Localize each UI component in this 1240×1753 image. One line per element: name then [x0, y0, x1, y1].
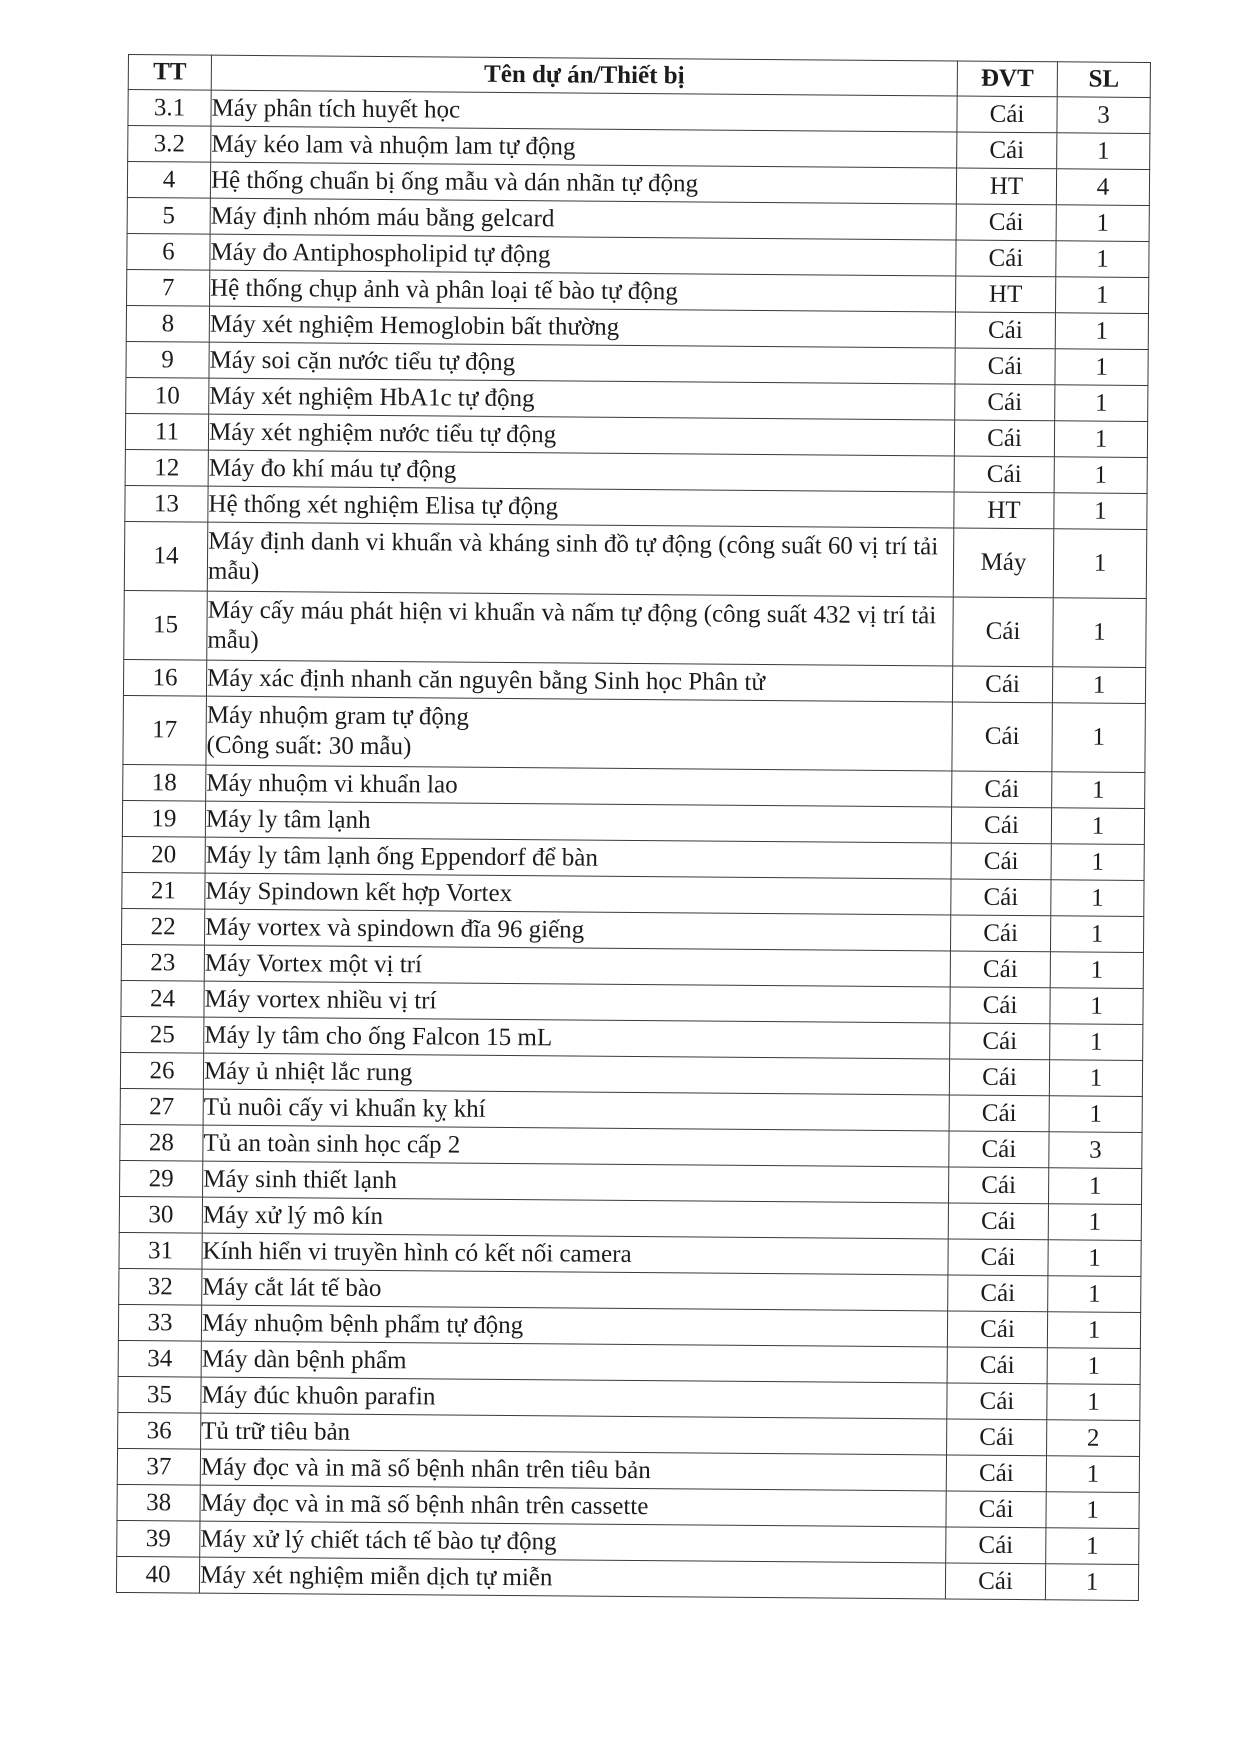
equipment-name: Máy Vortex một vị trí	[204, 949, 423, 978]
row-number: 32	[119, 1268, 202, 1305]
equipment-name: Máy phân tích huyết học	[211, 94, 461, 124]
equipment-name-cell	[206, 660, 952, 702]
quantity-cell: 1	[1053, 529, 1147, 599]
equipment-name: Hệ thống chuẩn bị ống mẫu và dán nhãn tự động	[210, 166, 699, 197]
equipment-name-cell	[205, 909, 951, 951]
equipment-table	[116, 54, 1151, 1601]
unit-cell: Máy	[953, 528, 1054, 598]
equipment-name: Kính hiển vi truyền hình có kết nối camera	[202, 1237, 632, 1268]
unit-cell: Cái	[952, 666, 1052, 703]
row-number: 12	[125, 449, 208, 486]
equipment-name-cell	[211, 90, 957, 132]
unit-cell: Cái	[950, 987, 1050, 1024]
equipment-name-cell	[200, 1521, 946, 1563]
equipment-name: Hệ thống chụp ảnh và phân loại tế bào tự động	[210, 274, 678, 305]
unit-cell: Cái	[947, 1347, 1047, 1384]
quantity-cell: 1	[1047, 1384, 1140, 1421]
row-number: 9	[126, 341, 209, 378]
unit-cell: Cái	[945, 1563, 1045, 1600]
unit-cell: Cái	[949, 1095, 1049, 1132]
equipment-name-cell	[201, 1413, 947, 1455]
equipment-name-cell	[207, 522, 954, 597]
header-qty: SL	[1057, 62, 1150, 98]
quantity-cell: 1	[1050, 1024, 1143, 1061]
equipment-name: Máy đo khí máu tự động	[208, 454, 457, 484]
quantity-cell: 1	[1050, 988, 1143, 1025]
unit-cell: Cái	[947, 1383, 1047, 1420]
row-number: 37	[117, 1448, 200, 1485]
equipment-name-cell	[203, 1125, 949, 1167]
row-number: 5	[127, 197, 210, 234]
unit-cell: Cái	[956, 240, 1056, 277]
quantity-cell: 1	[1050, 916, 1143, 953]
quantity-cell: 1	[1056, 241, 1149, 278]
equipment-name: Máy xét nghiệm Hemoglobin bất thường	[209, 310, 620, 341]
row-number: 3.2	[128, 126, 211, 163]
unit-cell: Cái	[950, 915, 1050, 952]
row-number: 6	[127, 233, 210, 270]
table-row	[124, 590, 1147, 667]
unit-cell: Cái	[952, 702, 1053, 772]
equipment-name-cell	[203, 1089, 949, 1131]
quantity-cell: 4	[1056, 169, 1149, 206]
equipment-name: Tủ nuôi cấy vi khuẩn kỵ khí	[203, 1093, 486, 1123]
equipment-name-cell	[205, 837, 951, 879]
equipment-name: Máy vortex và spindown đĩa 96 giếng	[205, 913, 585, 944]
row-number: 11	[125, 413, 208, 450]
quantity-cell: 1	[1047, 1348, 1140, 1385]
row-number: 22	[122, 908, 205, 945]
quantity-cell: 1	[1052, 703, 1146, 773]
row-number: 28	[120, 1124, 203, 1161]
quantity-cell: 1	[1048, 1204, 1141, 1241]
equipment-name: Tủ trữ tiêu bản	[201, 1417, 351, 1446]
row-number: 30	[119, 1196, 202, 1233]
unit-cell: Cái	[948, 1203, 1048, 1240]
equipment-name-cell	[209, 378, 955, 420]
unit-cell: Cái	[951, 807, 1051, 844]
equipment-name-cell	[203, 1053, 949, 1095]
equipment-name: Máy dàn bệnh phẩm	[201, 1345, 407, 1374]
equipment-name: Máy đo Antiphospholipid tự động	[210, 238, 551, 268]
quantity-cell: 1	[1046, 1528, 1139, 1565]
equipment-name-cell	[199, 1557, 945, 1599]
unit-cell: Cái	[947, 1311, 1047, 1348]
table-row	[116, 1556, 1138, 1600]
row-number: 7	[127, 269, 210, 306]
unit-cell: Cái	[952, 771, 1052, 808]
equipment-name: Máy nhuộm vi khuẩn lao	[206, 769, 458, 799]
quantity-cell: 1	[1048, 1240, 1141, 1277]
equipment-name-cell	[206, 765, 952, 807]
unit-cell: Cái	[956, 204, 1056, 241]
row-number: 8	[126, 305, 209, 342]
unit-cell: Cái	[951, 879, 1051, 916]
equipment-name-cell	[204, 981, 950, 1023]
unit-cell: Cái	[951, 843, 1051, 880]
unit-cell: Cái	[946, 1527, 1046, 1564]
equipment-name-cell	[210, 162, 956, 204]
row-number: 15	[124, 590, 208, 660]
row-number: 29	[120, 1160, 203, 1197]
row-number: 10	[126, 377, 209, 414]
unit-cell: Cái	[955, 384, 1055, 421]
equipment-name: Máy định nhóm máu bằng gelcard	[210, 202, 555, 232]
quantity-cell: 1	[1046, 1456, 1139, 1493]
equipment-name: Máy xét nghiệm miễn dịch tự miễn	[199, 1561, 553, 1591]
equipment-name-cell	[202, 1269, 948, 1311]
unit-cell: Cái	[946, 1455, 1046, 1492]
header-tt: TT	[128, 55, 211, 91]
equipment-name: Máy ủ nhiệt lắc rung	[203, 1057, 413, 1086]
equipment-name-cell	[204, 945, 950, 987]
equipment-name: Máy sinh thiết lạnh	[203, 1165, 398, 1194]
row-number: 19	[122, 800, 205, 837]
quantity-cell: 1	[1055, 277, 1148, 314]
row-number: 33	[118, 1304, 201, 1341]
equipment-name-cell	[210, 234, 956, 276]
table-row	[124, 521, 1147, 598]
unit-cell: Cái	[948, 1275, 1048, 1312]
unit-cell: Cái	[953, 597, 1054, 667]
row-number: 27	[120, 1088, 203, 1125]
equipment-name: Máy ly tâm cho ống Falcon 15 mL	[204, 1021, 553, 1051]
equipment-name: Máy đúc khuôn parafin	[201, 1381, 436, 1410]
quantity-cell: 2	[1047, 1420, 1140, 1457]
equipment-name: Máy soi cặn nước tiểu tự động	[209, 346, 516, 376]
equipment-name-cell	[200, 1449, 946, 1491]
equipment-name: Máy ly tâm lạnh	[205, 805, 371, 834]
row-number: 35	[118, 1376, 201, 1413]
quantity-cell: 3	[1049, 1132, 1142, 1169]
quantity-cell: 1	[1055, 349, 1148, 386]
equipment-name: Máy nhuộm gram tự động	[206, 701, 470, 731]
unit-cell: Cái	[955, 348, 1055, 385]
row-number: 39	[117, 1520, 200, 1557]
equipment-name: Máy xét nghiệm nước tiểu tự động	[208, 418, 557, 448]
equipment-name: Máy cắt lát tế bào	[202, 1273, 382, 1302]
unit-cell: Cái	[957, 96, 1057, 133]
unit-cell: Cái	[949, 1167, 1049, 1204]
quantity-cell: 1	[1048, 1276, 1141, 1313]
equipment-name: Máy đọc và in mã số bệnh nhân trên tiêu bản	[200, 1453, 651, 1484]
equipment-name: Máy xử lý mô kín	[202, 1201, 384, 1230]
quantity-cell: 1	[1054, 493, 1147, 530]
equipment-name: Máy xét nghiệm HbA1c tự động	[209, 382, 535, 412]
quantity-cell: 1	[1056, 205, 1149, 242]
row-number: 21	[122, 872, 205, 909]
equipment-name: Máy kéo lam và nhuộm lam tự động	[211, 130, 576, 161]
unit-cell: Cái	[947, 1419, 1047, 1456]
row-number: 31	[119, 1232, 202, 1269]
equipment-name: Máy xác định nhanh căn nguyên bằng Sinh học Phân tử	[206, 664, 766, 696]
header-unit: ĐVT	[957, 61, 1057, 97]
unit-cell: Cái	[950, 1023, 1050, 1060]
equipment-name-cell	[205, 873, 951, 915]
equipment-name-cell	[208, 450, 954, 492]
equipment-name: Máy định danh vi khuẩn và kháng sinh đồ tự động (công suất 60 vị trí tải mẫu)	[207, 527, 939, 586]
unit-cell: HT	[956, 168, 1056, 205]
quantity-cell: 1	[1053, 598, 1147, 668]
quantity-cell: 1	[1055, 313, 1148, 350]
equipment-name-cell	[204, 1017, 950, 1059]
equipment-name: Máy xử lý chiết tách tế bào tự động	[200, 1525, 557, 1555]
unit-cell: Cái	[946, 1491, 1046, 1528]
equipment-name-cell	[201, 1377, 947, 1419]
row-number: 3.1	[128, 90, 211, 127]
equipment-name-cell	[210, 270, 956, 312]
equipment-name: Máy cấy máu phát hiện vi khuẩn và nấm tự động (công suất 432 vị trí tải mẫu)	[207, 596, 937, 655]
equipment-name: Hệ thống xét nghiệm Elisa tự động	[208, 490, 559, 520]
unit-cell: Cái	[949, 1131, 1049, 1168]
unit-cell: Cái	[948, 1239, 1048, 1276]
equipment-name-cell	[200, 1485, 946, 1527]
equipment-name: Máy vortex nhiều vị trí	[204, 985, 437, 1014]
unit-cell: Cái	[957, 132, 1057, 169]
equipment-name: Máy ly tâm lạnh ống Eppendorf để bàn	[205, 841, 599, 872]
row-number: 18	[123, 764, 206, 801]
equipment-name-cell	[205, 801, 951, 843]
quantity-cell: 3	[1057, 97, 1150, 134]
unit-cell: Cái	[955, 312, 1055, 349]
quantity-cell: 1	[1048, 1168, 1141, 1205]
equipment-name-cell	[209, 306, 955, 348]
quantity-cell: 1	[1046, 1492, 1139, 1529]
row-number: 38	[117, 1484, 200, 1521]
unit-cell: Cái	[954, 456, 1054, 493]
quantity-cell: 1	[1051, 880, 1144, 917]
equipment-name-cell	[210, 198, 956, 240]
header-name: Tên dự án/Thiết bị	[211, 55, 957, 96]
row-number: 40	[116, 1556, 199, 1593]
row-number: 25	[121, 1016, 204, 1053]
row-number: 23	[121, 944, 204, 981]
row-number: 17	[123, 695, 207, 765]
row-number: 26	[120, 1052, 203, 1089]
equipment-name-cell	[206, 696, 953, 771]
unit-cell: Cái	[954, 420, 1054, 457]
row-number: 14	[124, 521, 208, 591]
unit-cell: Cái	[950, 951, 1050, 988]
equipment-name: Tủ an toàn sinh học cấp 2	[203, 1129, 461, 1159]
equipment-name: Máy Spindown kết hợp Vortex	[205, 877, 513, 907]
equipment-name-cell	[201, 1305, 947, 1347]
quantity-cell: 1	[1045, 1564, 1138, 1601]
equipment-name: Máy nhuộm bệnh phẩm tự động	[201, 1309, 524, 1339]
equipment-name-cell	[202, 1197, 948, 1239]
row-number: 13	[125, 485, 208, 522]
quantity-cell: 1	[1057, 133, 1150, 170]
quantity-cell: 1	[1054, 457, 1147, 494]
equipment-name: Máy đọc và in mã số bệnh nhân trên cassette	[200, 1489, 649, 1520]
equipment-name-note: (Công suất: 30 mẫu)	[206, 731, 412, 761]
quantity-cell: 1	[1052, 667, 1145, 704]
row-number: 16	[123, 659, 206, 696]
table-body	[116, 90, 1150, 1601]
unit-cell: HT	[955, 276, 1055, 313]
equipment-name-cell	[202, 1233, 948, 1275]
quantity-cell: 1	[1049, 1060, 1142, 1097]
quantity-cell: 1	[1055, 385, 1148, 422]
quantity-cell: 1	[1047, 1312, 1140, 1349]
row-number: 20	[122, 836, 205, 873]
quantity-cell: 1	[1051, 808, 1144, 845]
equipment-name-cell	[207, 591, 954, 666]
equipment-name-cell	[208, 486, 954, 528]
equipment-name-cell	[211, 126, 957, 168]
quantity-cell: 1	[1052, 772, 1145, 809]
unit-cell: Cái	[949, 1059, 1049, 1096]
row-number: 36	[118, 1412, 201, 1449]
unit-cell: HT	[954, 492, 1054, 529]
quantity-cell: 1	[1049, 1096, 1142, 1133]
row-number: 24	[121, 980, 204, 1017]
row-number: 4	[127, 162, 210, 199]
quantity-cell: 1	[1054, 421, 1147, 458]
quantity-cell: 1	[1051, 844, 1144, 881]
table-row	[123, 695, 1146, 772]
equipment-name-cell	[203, 1161, 949, 1203]
equipment-name-cell	[208, 414, 954, 456]
quantity-cell: 1	[1050, 952, 1143, 989]
row-number: 34	[118, 1340, 201, 1377]
equipment-name-cell	[209, 342, 955, 384]
equipment-name-cell	[201, 1341, 947, 1383]
